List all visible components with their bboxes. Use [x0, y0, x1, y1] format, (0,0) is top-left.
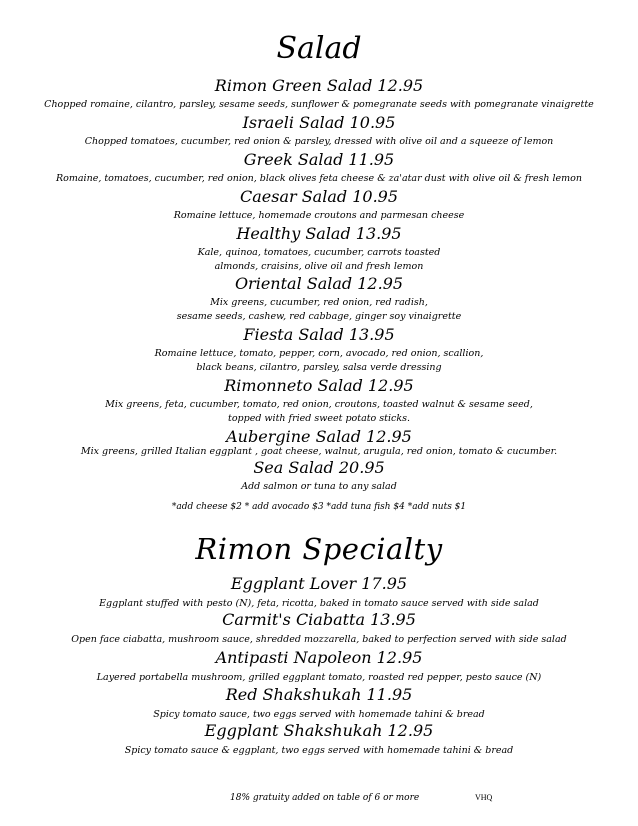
menu-item-description: Romaine, tomatoes, cucumber, red onion, black olives feta cheese & za'atar dust with olive oil & fresh lemon: [56, 173, 582, 184]
menu-item-name: Greek Salad 11.95: [243, 150, 395, 169]
menu-item-description: Chopped tomatoes, cucumber, red onion & parsley, dressed with olive oil and a squeeze of lemon: [84, 136, 554, 147]
menu-item-name: Rimon Green Salad 12.95: [214, 76, 424, 95]
menu-item-name: Fiesta Salad 13.95: [243, 325, 395, 344]
menu-item-description: almonds, craisins, olive oil and fresh lemon: [214, 261, 424, 272]
menu-item-name: Antipasti Napoleon 12.95: [215, 648, 423, 667]
menu-item-description: topped with fried sweet potato sticks.: [228, 413, 410, 424]
menu-item-description: sesame seeds, cashew, red cabbage, ginger soy vinaigrette: [176, 311, 462, 322]
menu-item-name: Eggplant Lover 17.95: [230, 574, 408, 593]
menu-item-description: Kale, quinoa, tomatoes, cucumber, carrots toasted: [197, 247, 441, 258]
specialty-section-title: Rimon Specialty: [195, 532, 443, 566]
menu-item-description: Mix greens, feta, cucumber, tomato, red onion, croutons, toasted walnut & sesame seed,: [105, 399, 533, 410]
menu-item-description: Mix greens, grilled Italian eggplant , goat cheese, walnut, arugula, red onion, tomato & cucumber.: [80, 446, 558, 457]
menu-item-description: Eggplant stuffed with pesto (N), feta, ricotta, baked in tomato sauce served with side salad: [99, 598, 539, 609]
menu-item-name: Israeli Salad 10.95: [242, 113, 396, 132]
menu-item-description: Spicy tomato sauce & eggplant, two eggs served with homemade tahini & bread: [124, 745, 514, 756]
footer-code: VHQ: [475, 793, 493, 802]
menu-item-description: black beans, cilantro, parsley, salsa verde dressing: [196, 362, 442, 373]
menu-item-description: Chopped romaine, cilantro, parsley, sesame seeds, sunflower & pomegranate seeds with pomegranate vinaigrette: [44, 99, 594, 110]
menu-item-name: Eggplant Shakshukah 12.95: [204, 721, 434, 740]
menu-item-description: Add salmon or tuna to any salad: [241, 481, 397, 492]
menu-item-name: Red Shakshukah 11.95: [225, 685, 413, 704]
menu-item-description: Open face ciabatta, mushroom sauce, shredded mozzarella, baked to perfection served with side salad: [71, 634, 567, 645]
menu-item-name: Rimonneto Salad 12.95: [224, 376, 414, 395]
menu-item-description: Romaine lettuce, homemade croutons and parmesan cheese: [173, 210, 465, 221]
menu-item-name: Caesar Salad 10.95: [239, 187, 399, 206]
menu-item-name: Oriental Salad 12.95: [234, 274, 404, 293]
salad-section-title: Salad: [276, 31, 362, 66]
menu-item-name: Sea Salad 20.95: [253, 458, 385, 477]
menu-item-name: Aubergine Salad 12.95: [226, 427, 412, 446]
menu-item-name: Healthy Salad 13.95: [236, 224, 402, 243]
menu-item-description: Spicy tomato sauce, two eggs served with homemade tahini & bread: [153, 709, 485, 720]
menu-item-description: Romaine lettuce, tomato, pepper, corn, avocado, red onion, scallion,: [154, 348, 484, 359]
gratuity-note: 18% gratuity added on table of 6 or more: [230, 793, 420, 803]
menu-item-name: Carmit's Ciabatta 13.95: [222, 610, 416, 629]
addons-note: *add cheese $2 * add avocado $3 *add tuna fish $4 *add nuts $1: [171, 502, 467, 512]
menu-item-description: Mix greens, cucumber, red onion, red radish,: [210, 297, 428, 308]
menu-item-description: Layered portabella mushroom, grilled eggplant tomato, roasted red pepper, pesto sauce (N): [96, 672, 542, 683]
